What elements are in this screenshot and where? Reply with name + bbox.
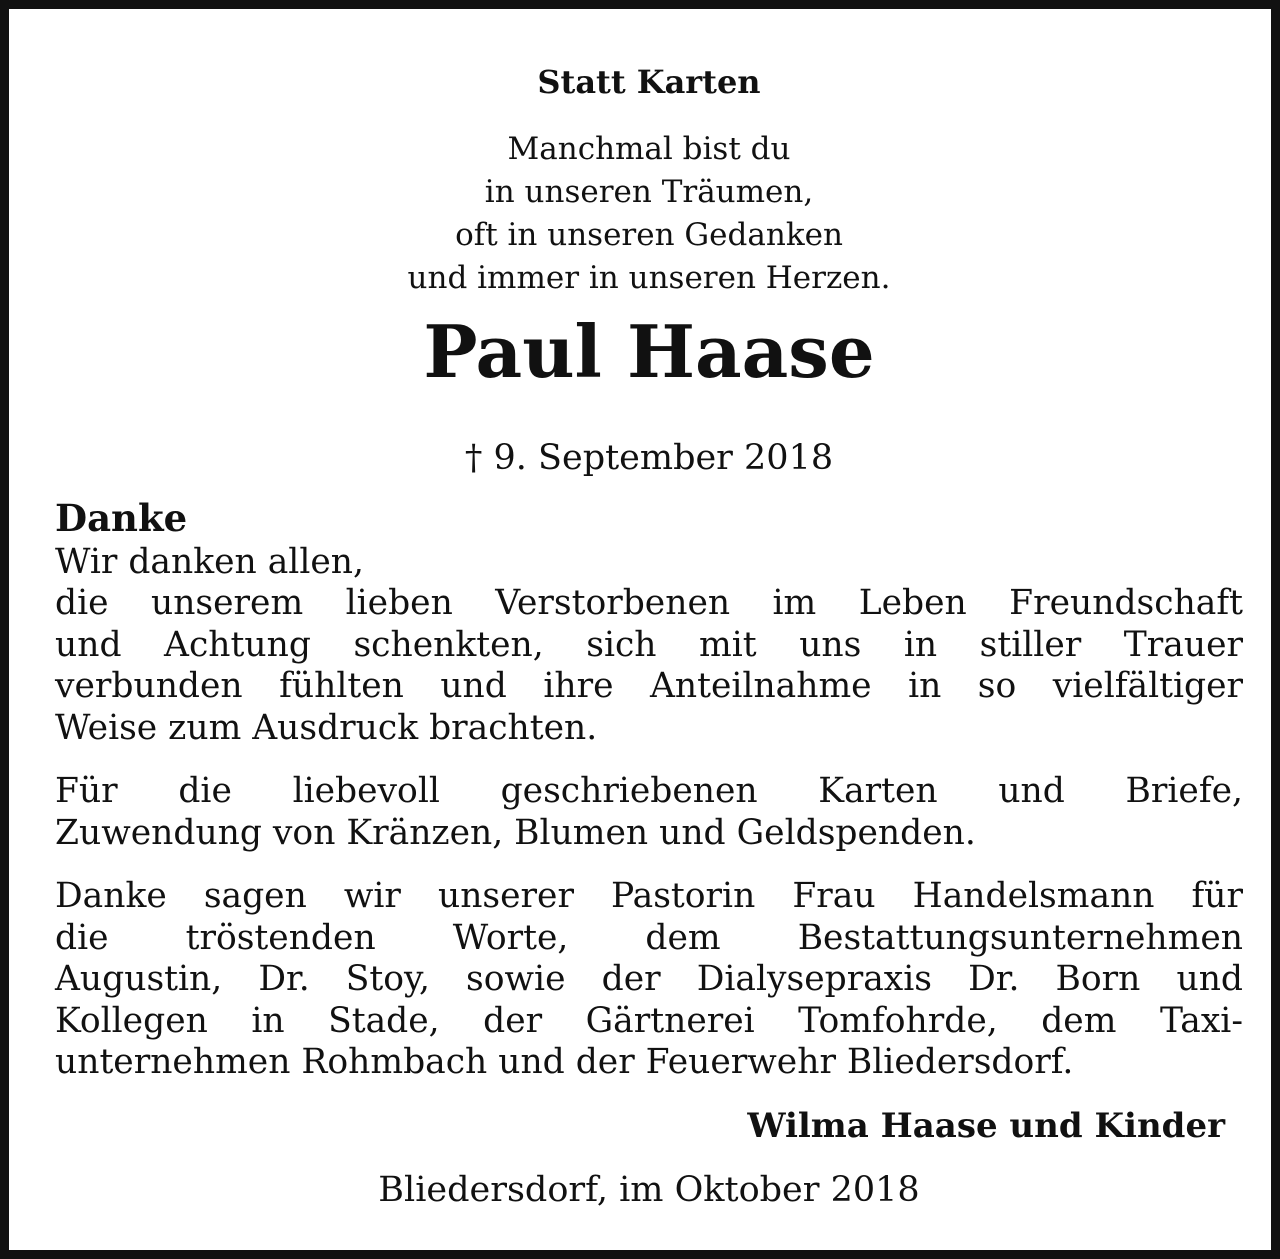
text-line: Augustin, Dr. Stoy, sowie der Dialysepraxis Dr. Born und (55, 959, 1243, 999)
text-line: Weise zum Ausdruck brachten. (55, 707, 598, 748)
text-line: unternehmen Rohmbach und der Feuerwehr Bliedersdorf. (55, 1042, 1074, 1082)
poem-line: Manchmal bist du (507, 131, 791, 167)
text-line: verbunden fühlten und ihre Anteilnahme in so vielfältiger (55, 666, 1243, 706)
statt-karten-heading: Statt Karten (537, 63, 761, 101)
deceased-name: Paul Haase (423, 309, 875, 394)
text-line: Kollegen in Stade, der Gärtnerei Tomfohrde, dem Taxi- (55, 1000, 1243, 1041)
text-line: die tröstenden Worte, dem Bestattungsunternehmen (55, 917, 1243, 958)
thanks-paragraph-3 (55, 876, 1243, 1084)
text-line: Für die liebevoll geschriebenen Karten und Briefe, (55, 771, 1243, 811)
poem-line: und immer in unseren Herzen. (407, 260, 891, 296)
thanks-opening (55, 542, 1243, 584)
death-date: † 9. September 2018 (464, 438, 834, 478)
text-line: und Achtung schenkten, sich mit uns in stiller Trauer (55, 624, 1243, 665)
text-line: Wir danken allen, (55, 542, 364, 582)
thanks-paragraph-2 (55, 771, 1243, 854)
place-date: Bliedersdorf, im Oktober 2018 (378, 1170, 920, 1210)
text-line: die unserem lieben Verstorbenen im Leben Freundschaft (55, 583, 1243, 623)
text-line: Zuwendung von Kränzen, Blumen und Geldspenden. (55, 812, 976, 853)
poem-line: in unseren Träumen, (484, 174, 814, 210)
signature: Wilma Haase und Kinder (747, 1106, 1225, 1146)
text-line: Danke sagen wir unserer Pastorin Frau Handelsmann für (55, 876, 1243, 916)
thanks-title: Danke (55, 496, 188, 540)
thanks-paragraph-1 (55, 583, 1243, 749)
poem-line: oft in unseren Gedanken (455, 217, 843, 253)
poem (9, 128, 1280, 300)
